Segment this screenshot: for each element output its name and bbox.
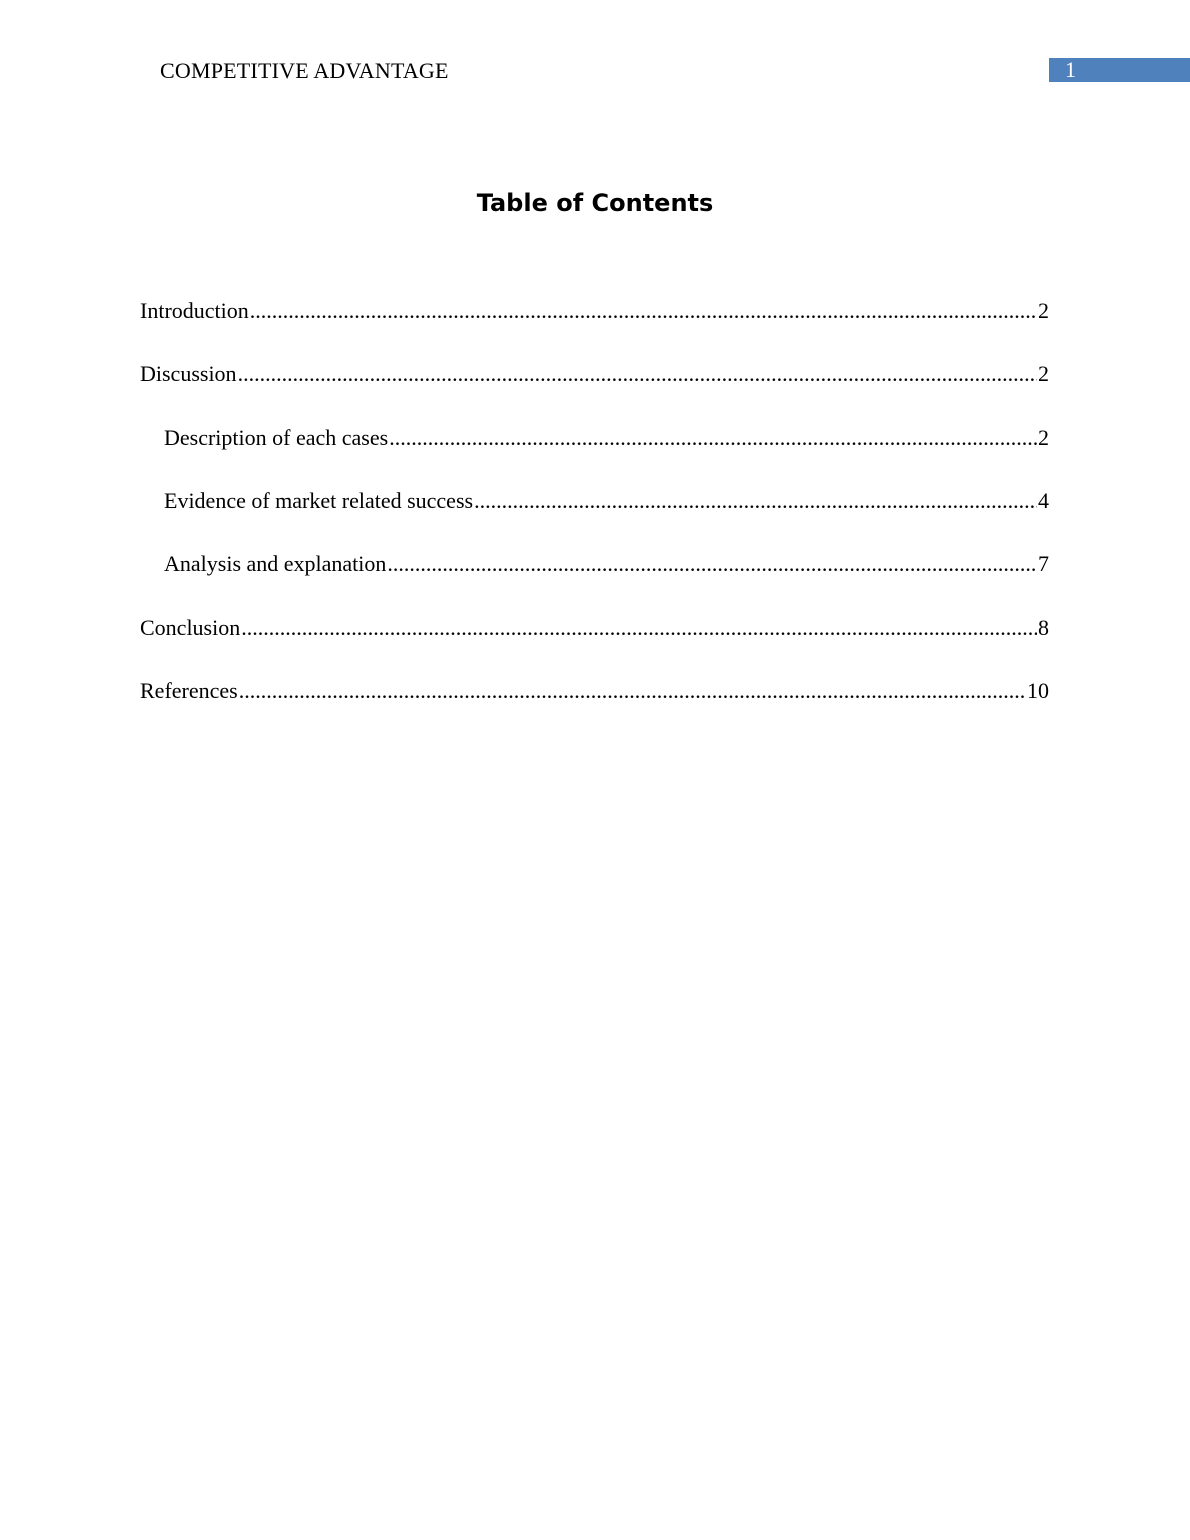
toc-dot-leader	[250, 297, 1037, 325]
toc-entry-label: Introduction	[140, 298, 249, 323]
toc-entry-page: 2	[1038, 425, 1049, 450]
toc-dot-leader	[474, 487, 1037, 515]
page-number-tab	[1049, 58, 1190, 82]
toc-entry-introduction[interactable]	[140, 297, 1049, 325]
toc-entry-label: References	[140, 678, 238, 703]
toc-entry-page: 4	[1038, 488, 1049, 513]
toc-entry-references[interactable]	[140, 677, 1049, 705]
toc-entry-analysis-and-explanation[interactable]	[164, 550, 1049, 578]
toc-entry-page: 2	[1038, 298, 1049, 323]
toc-entry-discussion[interactable]	[140, 360, 1049, 388]
toc-dot-leader	[239, 677, 1026, 705]
toc-entry-label: Description of each cases	[164, 425, 389, 450]
toc-entry-label: Analysis and explanation	[164, 551, 387, 576]
toc-entry-evidence-of-market-related-success[interactable]	[164, 487, 1049, 515]
toc-entry-label: Conclusion	[140, 615, 241, 640]
toc-entry-label: Discussion	[140, 361, 237, 386]
toc-dot-leader	[241, 614, 1037, 642]
toc-entry-description-of-each-cases[interactable]	[164, 424, 1049, 452]
toc-dot-leader	[387, 550, 1037, 578]
toc-dot-leader	[389, 424, 1037, 452]
toc-entry-page: 8	[1038, 615, 1049, 640]
toc-title: Table of Contents	[476, 189, 714, 217]
toc-entry-page: 10	[1027, 678, 1049, 703]
toc-entry-page: 7	[1038, 551, 1049, 576]
toc-entry-conclusion[interactable]	[140, 614, 1049, 642]
toc-dot-leader	[238, 360, 1037, 388]
page-number: 1	[1065, 57, 1076, 82]
toc-entry-label: Evidence of market related success	[164, 488, 474, 513]
running-head: COMPETITIVE ADVANTAGE	[160, 58, 449, 83]
toc-entry-page: 2	[1038, 361, 1049, 386]
